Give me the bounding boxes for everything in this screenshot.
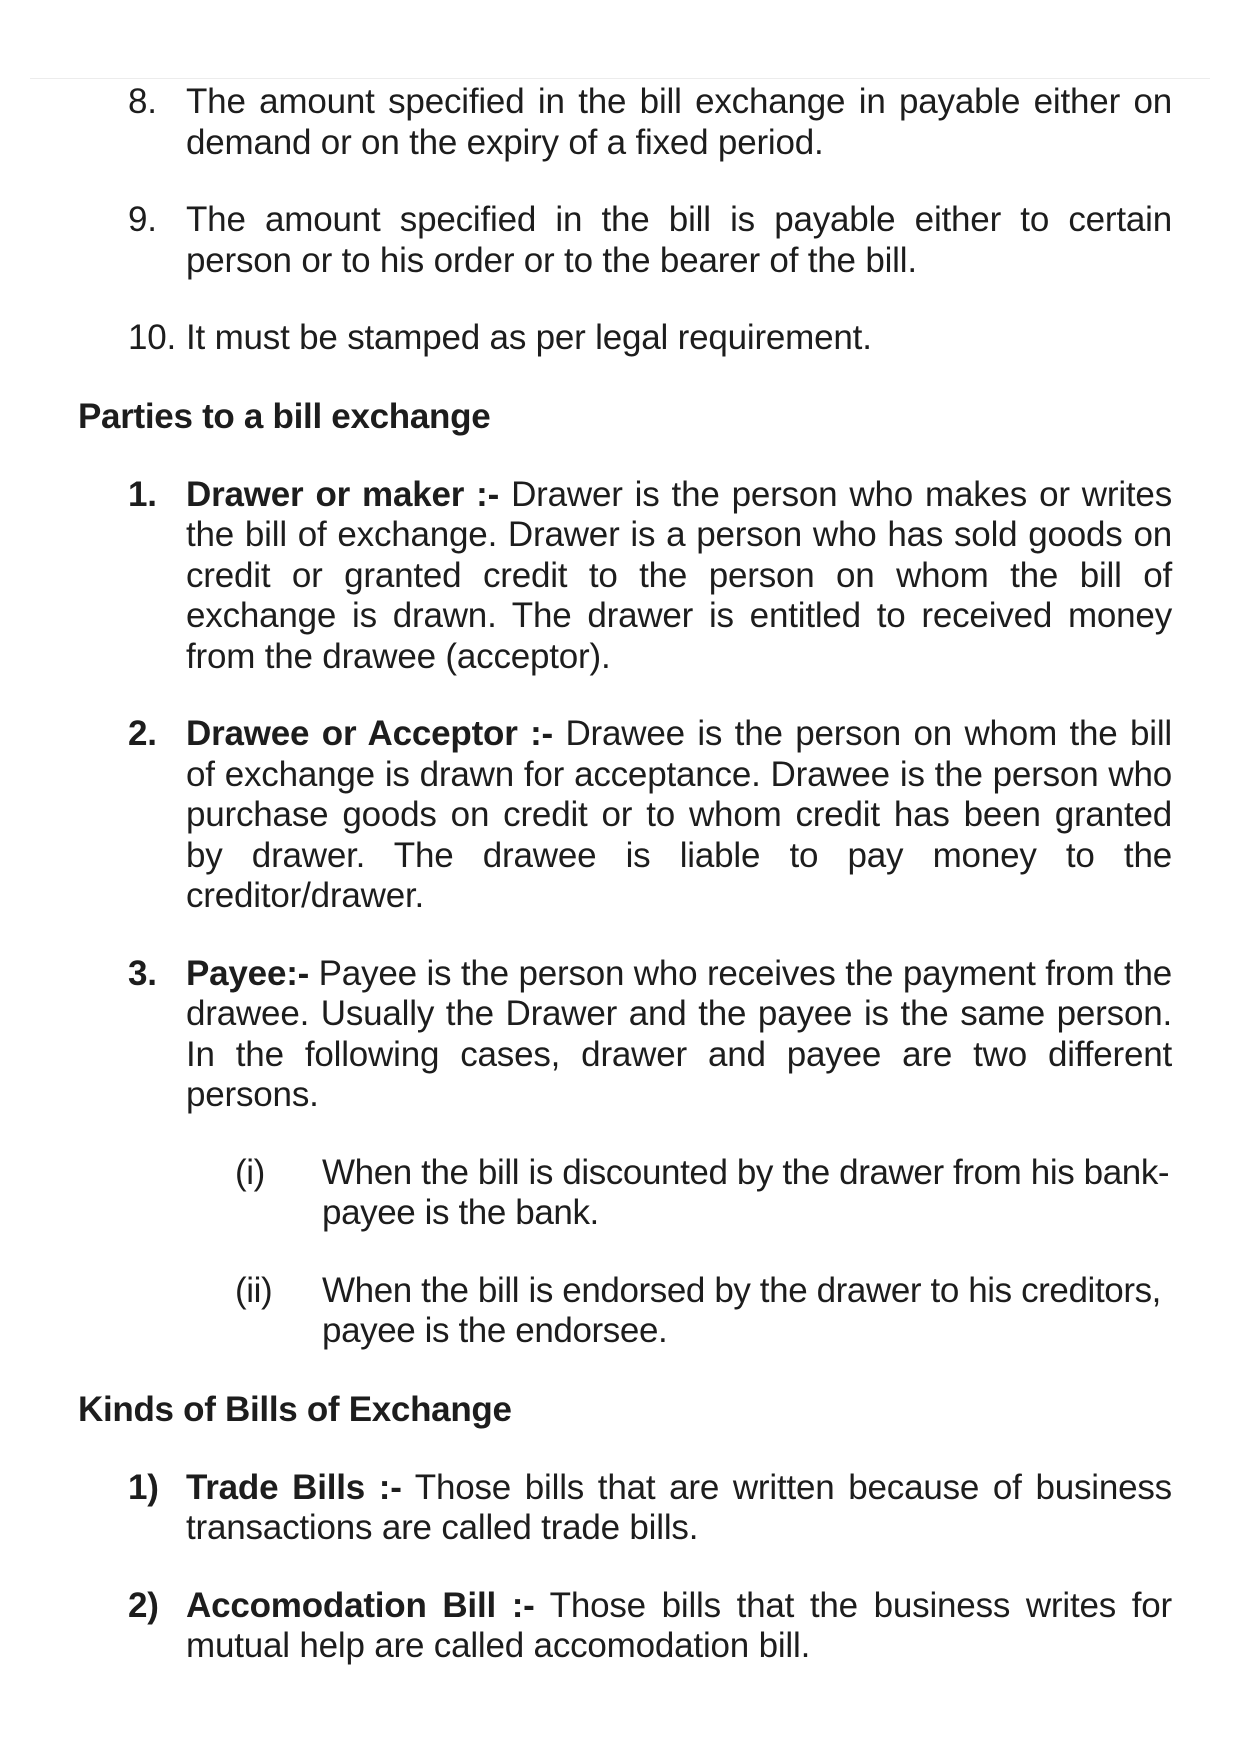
party-item-drawee	[78, 714, 1172, 917]
party-item-payee	[78, 954, 1172, 1116]
list-text: It must be stamped as per legal requirement.	[186, 318, 872, 357]
case-text: When the bill is discounted by the drawer from his bank-payee is the bank.	[322, 1152, 1170, 1232]
kind-item-trade-bills	[78, 1468, 1172, 1549]
section-heading-parties: Parties to a bill exchange	[78, 396, 491, 436]
case-label: (i)	[235, 1152, 265, 1192]
term-label: Drawer or maker :-	[186, 474, 500, 514]
term-definition: Payee is the person who receives the payment from the drawee. Usually the Drawer and the payee is the same person. In the following cases, drawer and payee are two different persons.	[186, 953, 1172, 1114]
term-label: Accomodation Bill :-	[186, 1585, 535, 1625]
term-definition: Those bills that the business writes for mutual help are called accomodation bill.	[186, 1585, 1172, 1665]
list-item-10	[78, 318, 1172, 359]
list-number: 2)	[128, 1585, 159, 1625]
list-number: 2.	[128, 714, 157, 753]
term-definition: Drawee is the person on whom the bill of exchange is drawn for acceptance. Drawee is the person who purchase goods on credit or to whom credit has been granted by drawer. The drawee is liable to pay money to the creditor/drawer.	[186, 714, 1172, 915]
payee-case-ii	[78, 1271, 1172, 1352]
term-definition: Drawer is the person who makes or writes the bill of exchange. Drawer is a person who has sold goods on credit or granted credit to the person on whom the bill of exchange is drawn. The drawer is entitled to received money from the drawee (acceptor).	[186, 474, 1172, 676]
list-item-8	[78, 82, 1172, 163]
list-number: 1)	[128, 1467, 159, 1507]
list-item-9	[78, 200, 1172, 281]
party-item-drawer	[78, 475, 1172, 678]
term-label: Drawee or Acceptor :-	[186, 714, 554, 753]
list-number: 9.	[128, 200, 157, 239]
list-number: 10.	[128, 318, 177, 357]
list-number: 3.	[128, 953, 157, 993]
term-label: Trade Bills :-	[186, 1467, 402, 1507]
kind-item-accomodation-bill	[78, 1586, 1172, 1667]
top-rule	[30, 78, 1210, 79]
term-definition: Those bills that are written because of business transactions are called trade bills.	[186, 1467, 1172, 1547]
list-text: The amount specified in the bill exchange in payable either on demand or on the expiry of a fixed period.	[186, 82, 1172, 162]
term-label: Payee:-	[186, 953, 310, 993]
section-heading-kinds: Kinds of Bills of Exchange	[78, 1389, 512, 1429]
case-text: When the bill is endorsed by the drawer to his creditors, payee is the endorsee.	[322, 1270, 1162, 1350]
page-content	[78, 82, 1172, 1667]
list-text: The amount specified in the bill is payable either to certain person or to his order or to the bearer of the bill.	[186, 200, 1172, 280]
list-number: 1.	[128, 474, 157, 514]
case-label: (ii)	[235, 1270, 273, 1310]
payee-case-i	[78, 1153, 1172, 1234]
list-number: 8.	[128, 82, 157, 121]
